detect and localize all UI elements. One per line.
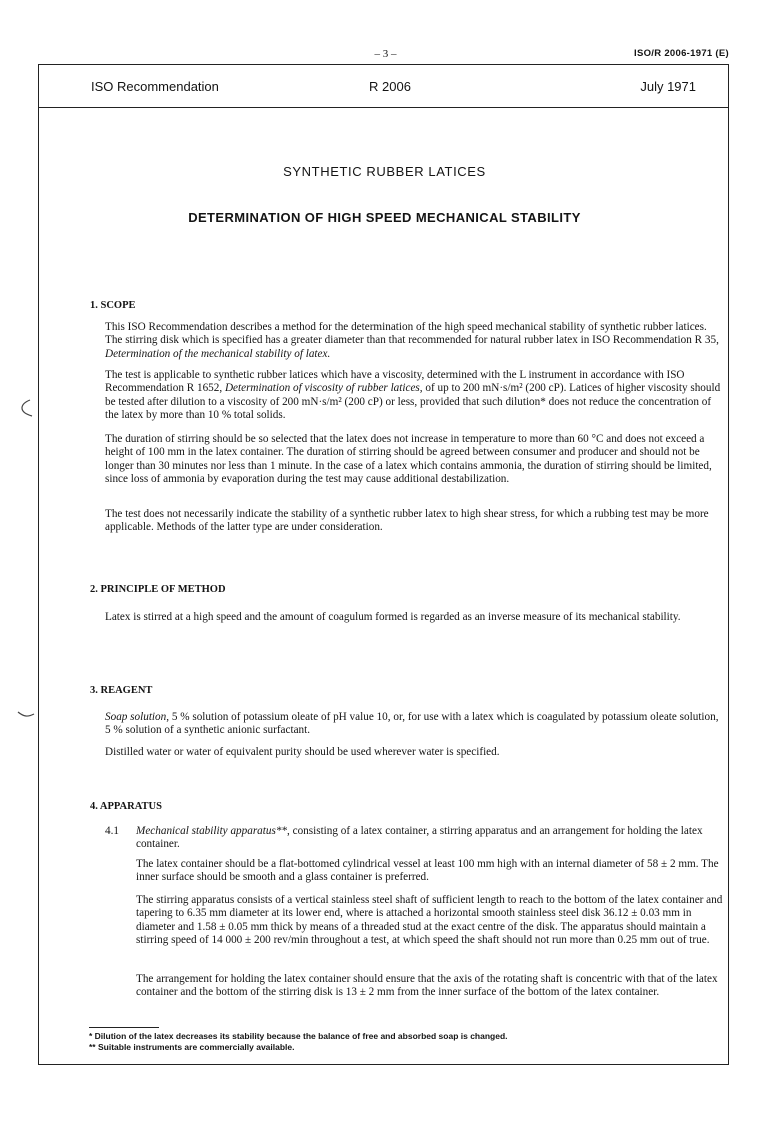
principle-paragraph: Latex is stirred at a high speed and the amount of coagulum formed is regarded as an inverse measure of its mechanical stability. <box>105 611 681 623</box>
section-heading-reagent: 3. REAGENT <box>90 685 153 696</box>
section-heading-apparatus: 4. APPARATUS <box>90 801 162 812</box>
header-date: July 1971 <box>640 79 696 94</box>
margin-tick-icon <box>14 708 36 722</box>
document-subtitle: DETERMINATION OF HIGH SPEED MECHANICAL STABILITY <box>188 210 581 225</box>
scope-paragraph-3: The duration of stirring should be so selected that the latex does not increase in temperature to more than 60 °C and does not exceed a height of 100 mm in the latex container. The duration of stirring should be agreed between consumer and producer and should not be longer than 30 minutes nor less than 1 minute. In the case of a latex which contains ammonia, the duration of stirring should be limited, since loss of ammonia by evaporation during the test may cause additional destabilization. <box>105 433 712 485</box>
section-heading-scope: 1. SCOPE <box>90 300 136 311</box>
header-org: ISO Recommendation <box>91 79 219 94</box>
apparatus-paragraph-2: The latex container should be a flat-bottomed cylindrical vessel at least 100 mm high with an internal diameter of 58 ± 2 mm. The inner surface should be smooth and a glass container is preferred. <box>136 858 719 884</box>
footnote-2: ** Suitable instruments are commercially available. <box>89 1042 295 1052</box>
reagent-paragraph-2: Distilled water or water of equivalent purity should be used wherever water is specified. <box>105 746 500 758</box>
footnote-rule <box>89 1027 159 1028</box>
page-frame <box>38 64 729 1065</box>
document-title: SYNTHETIC RUBBER LATICES <box>283 164 486 179</box>
header-number: R 2006 <box>369 79 411 94</box>
apparatus-paragraph-3: The stirring apparatus consists of a vertical stainless steel shaft of sufficient length to reach to the bottom of the latex container and tapering to 6.35 mm diameter at its lower end, where is attached a horizontal smooth stainless steel disk 36.12 ± 0.03 mm in diameter and 1.58 ± 0.05 mm thick by means of a threaded stud at the exact centre of the disk. The apparatus should maintain a stirring speed of 14 000 ± 200 rev/min throughout a test, at which speed the shaft should not run more than 0.25 mm out of true. <box>136 894 723 946</box>
section-heading-principle: 2. PRINCIPLE OF METHOD <box>90 584 226 595</box>
scope-paragraph-4: The test does not necessarily indicate the stability of a synthetic rubber latex to high shear stress, for which a rubbing test may be more applicable. Methods of the latter type are under consideration. <box>105 508 709 534</box>
header-bar <box>39 65 728 108</box>
document-reference: ISO/R 2006-1971 (E) <box>634 48 729 59</box>
scope-paragraph-2: The test is applicable to synthetic rubber latices which have a viscosity, determined with the L instrument in accordance with ISO Recommendation R 1652, Determination of viscosity of rubber latices, of up to 200 mN·s/m² (200 cP). Latices of higher viscosity should be tested after dilution to a viscosity of 200 mN·s/m² (200 cP) or less, provided that such dilution* does not reduce the concentration of the latex by more than 10 % total solids. <box>105 369 721 421</box>
page-number: – 3 – <box>374 48 397 60</box>
reagent-paragraph-1: Soap solution, 5 % solution of potassium oleate of pH value 10, or, for use with a latex which is coagulated by potassium oleate solution, 5 % solution of a synthetic anionic surfactant. <box>105 711 719 737</box>
item-number: 4.1 <box>105 825 119 837</box>
footnote-1: * Dilution of the latex decreases its stability because the balance of free and absorbed soap is changed. <box>89 1031 508 1041</box>
apparatus-item-paragraph: Mechanical stability apparatus**, consisting of a latex container, a stirring apparatus and an arrangement for holding the latex container. <box>136 825 703 851</box>
apparatus-paragraph-4: The arrangement for holding the latex container should ensure that the axis of the rotating shaft is concentric with that of the latex container and the bottom of the stirring disk is 13 ± 2 mm from the inner surface of the bottom of the latex container. <box>136 973 718 999</box>
scope-paragraph-1: This ISO Recommendation describes a method for the determination of the high speed mechanical stability of synthetic rubber latices. The stirring disk which is specified has a greater diameter than that recommended for natural rubber latex in ISO Recommendation R 35, Determination of the mechanical stability of latex. <box>105 321 719 360</box>
margin-mark-icon <box>14 398 36 418</box>
